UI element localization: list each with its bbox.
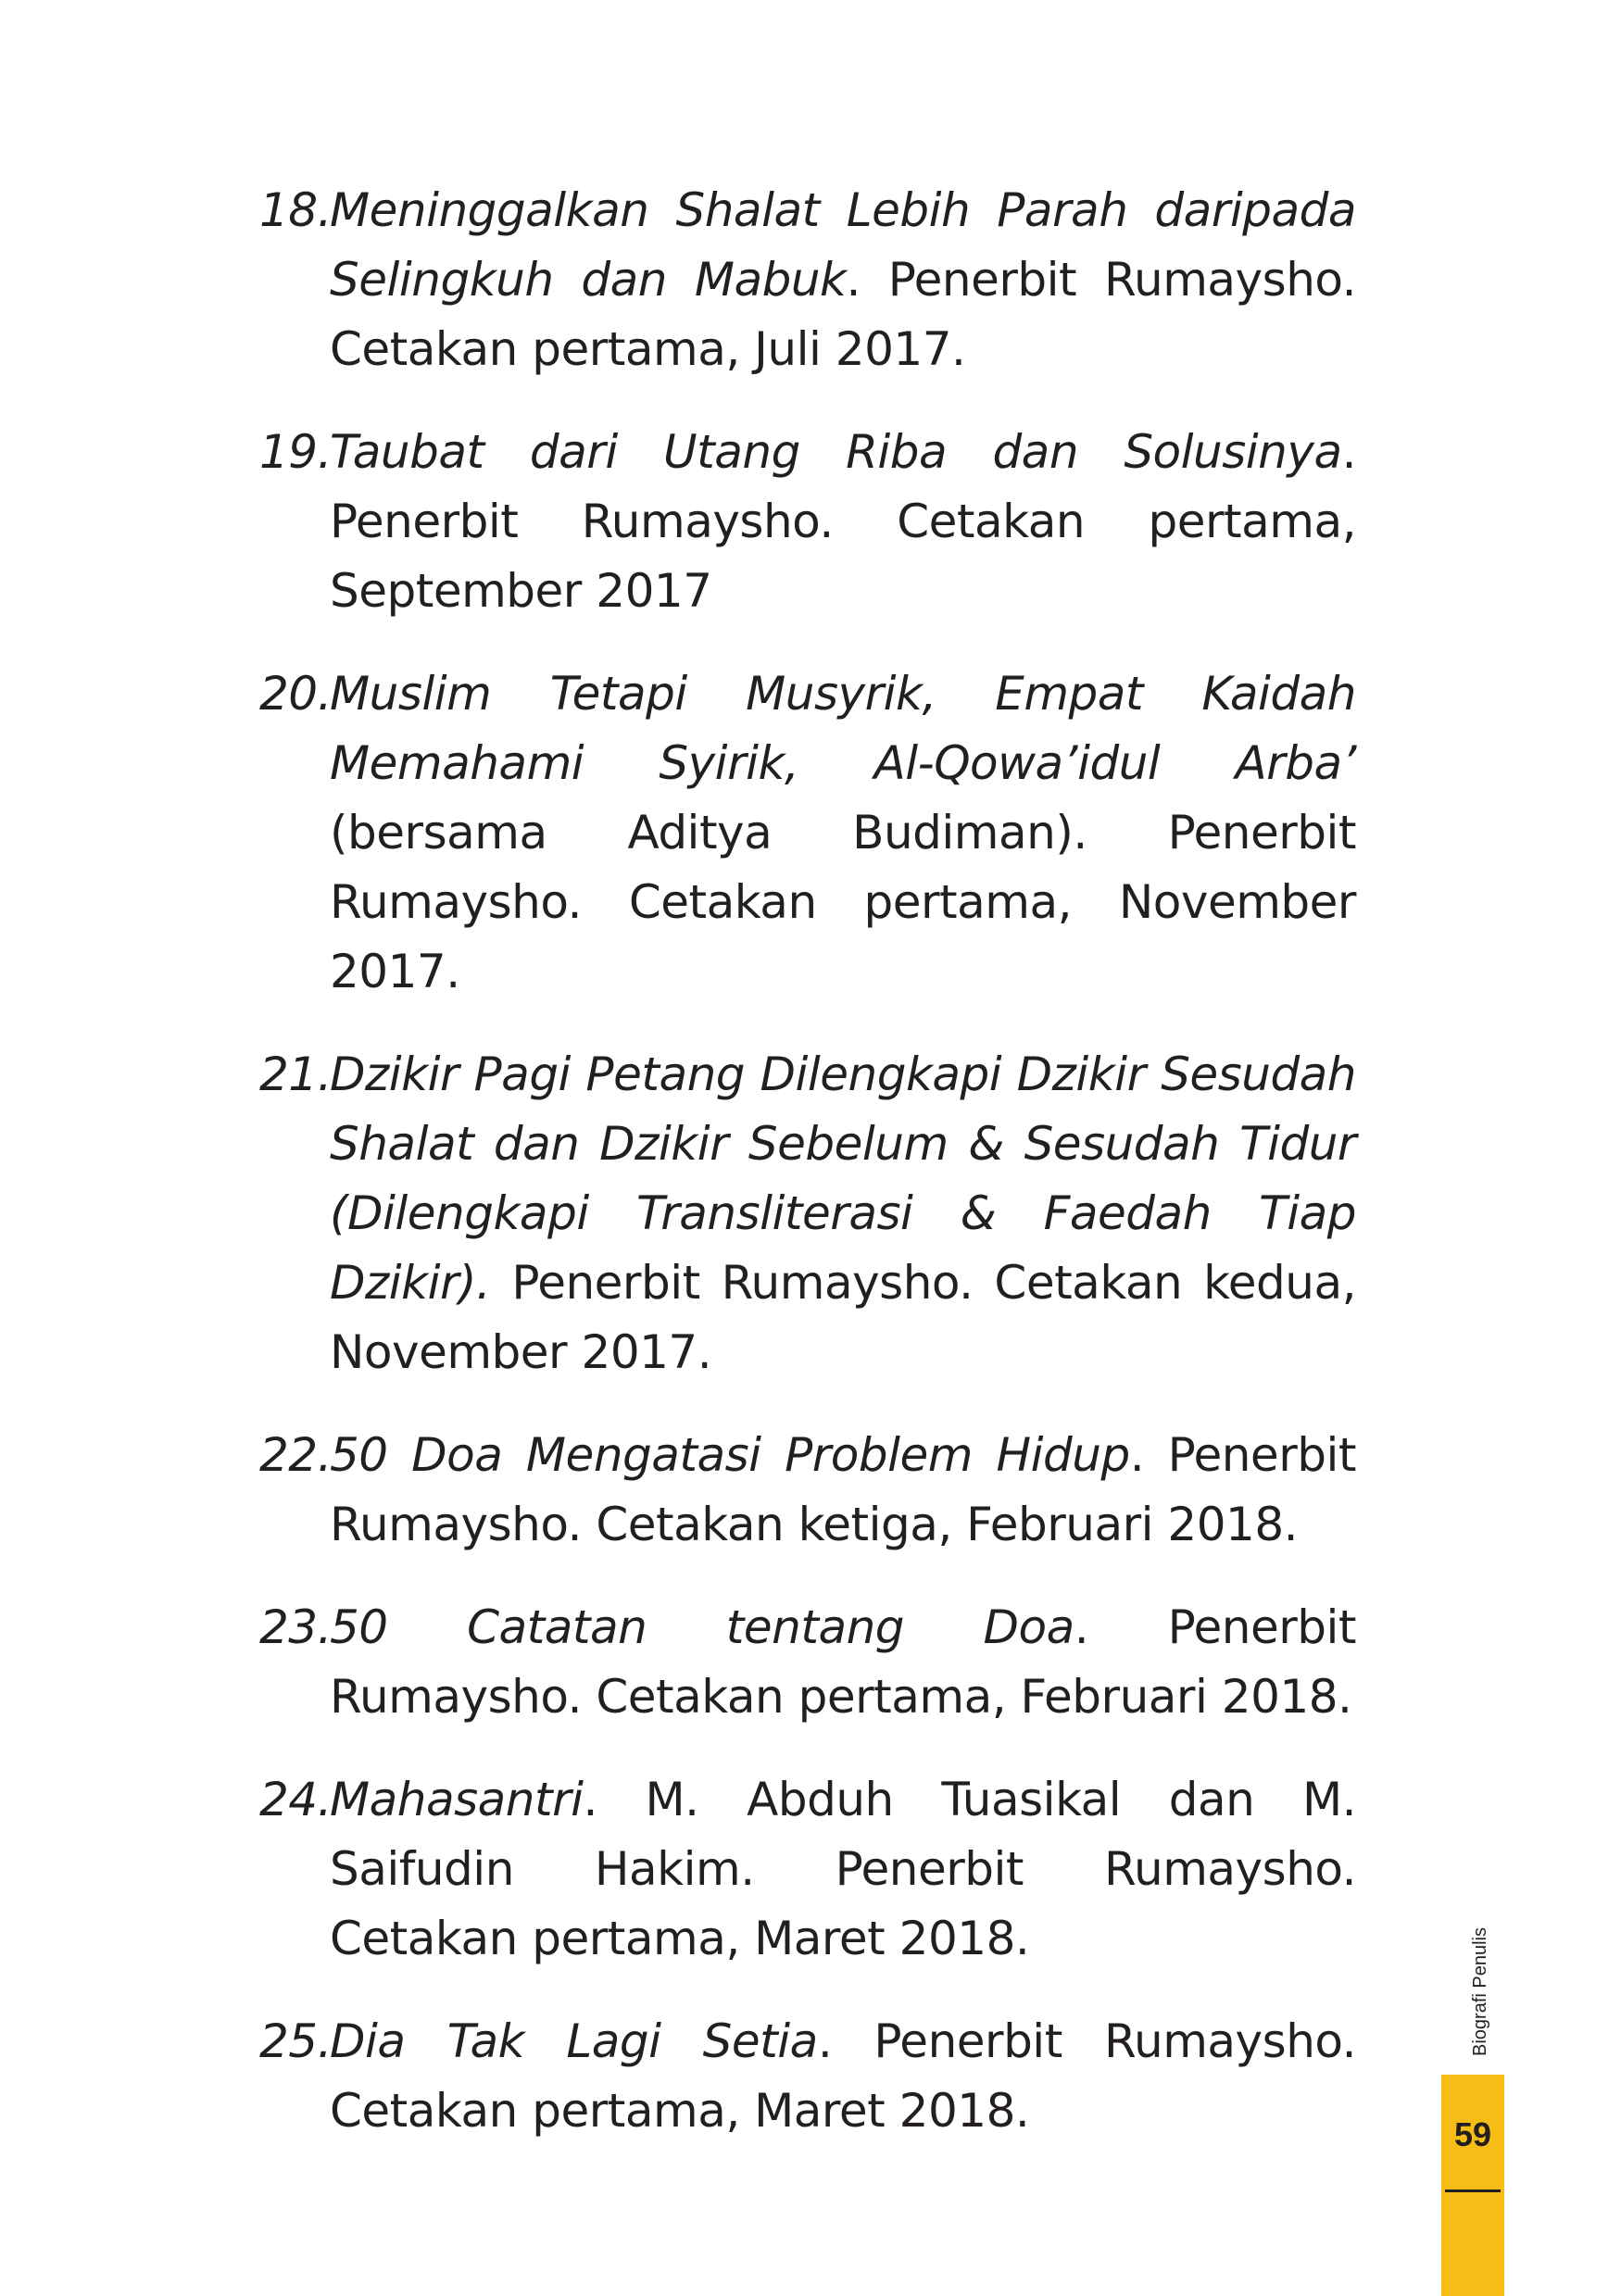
entry-text <box>330 659 1356 1007</box>
list-item <box>259 1765 1356 1974</box>
entry-details: . M. Abduh Tuasikal dan M. Saifudin Hakim. Penerbit Rumaysho. Cetakan pertama, Maret 2018. <box>330 1773 1356 1965</box>
list-item <box>259 2007 1356 2146</box>
list-item <box>259 1593 1356 1732</box>
entry-text <box>330 1040 1356 1387</box>
entry-title: Taubat dari Utang Riba dan Solusinya <box>330 425 1342 479</box>
list-item <box>259 659 1356 1007</box>
entry-number: 24. <box>259 1773 333 1826</box>
entry-title: Dzikir Pagi Petang Dilengkapi Dzikir Sesudah Shalat dan Dzikir Sebelum & Sesudah Tidur (Dilengkapi Transliterasi & Faedah Tiap Dzikir). <box>330 1048 1356 1310</box>
entry-text <box>330 2007 1356 2146</box>
list-item <box>259 1040 1356 1387</box>
entry-title: 50 Catatan tentang Doa <box>330 1600 1074 1654</box>
entry-details: . Penerbit Rumaysho. Cetakan pertama, Juli 2017. <box>330 253 1356 376</box>
entry-text <box>330 1421 1356 1560</box>
entry-title: Mahasantri <box>330 1773 584 1826</box>
entry-text <box>330 176 1356 384</box>
entry-details: . Penerbit Rumaysho. Cetakan pertama, Maret 2018. <box>330 2014 1356 2138</box>
list-item <box>259 1421 1356 1560</box>
entry-details: . Penerbit Rumaysho. Cetakan pertama, September 2017 <box>330 425 1356 618</box>
entry-details: Penerbit Rumaysho. Cetakan kedua, November 2017. <box>330 1256 1356 1379</box>
entry-text <box>330 1593 1356 1732</box>
page-number-rule <box>1445 2189 1501 2192</box>
entry-number: 25. <box>259 2014 333 2068</box>
page-number-tab <box>1441 2075 1504 2296</box>
entry-text <box>330 418 1356 626</box>
page-number: 59 <box>1453 2115 1492 2153</box>
entry-number: 21. <box>259 1048 333 1101</box>
entry-title: Muslim Tetapi Musyrik, Empat Kaidah Memahami Syirik, Al-Qowa’idul Arba’ <box>330 667 1356 790</box>
section-label-text: Biografi Penulis <box>1469 1926 1490 2056</box>
entry-number: 20. <box>259 667 333 721</box>
entry-title: Dia Tak Lagi Setia <box>330 2014 818 2068</box>
entry-details: . Penerbit Rumaysho. Cetakan pertama, Februari 2018. <box>330 1600 1356 1724</box>
entry-number: 18. <box>259 183 333 237</box>
entry-number: 19. <box>259 425 333 479</box>
section-label <box>1462 1899 1499 2084</box>
entry-number: 22. <box>259 1428 333 1482</box>
entry-details: (bersama Aditya Budiman). Penerbit Rumaysho. Cetakan pertama, November 2017. <box>330 806 1356 998</box>
entry-number: 23. <box>259 1600 333 1654</box>
list-item <box>259 176 1356 384</box>
entry-text <box>330 1765 1356 1974</box>
list-item <box>259 418 1356 626</box>
bibliography-list <box>259 176 1356 2179</box>
entry-title: Meninggalkan Shalat Lebih Parah daripada Selingkuh dan Mabuk <box>330 183 1356 307</box>
entry-details: . Penerbit Rumaysho. Cetakan ketiga, Februari 2018. <box>330 1428 1356 1551</box>
entry-title: 50 Doa Mengatasi Problem Hidup <box>330 1428 1130 1482</box>
